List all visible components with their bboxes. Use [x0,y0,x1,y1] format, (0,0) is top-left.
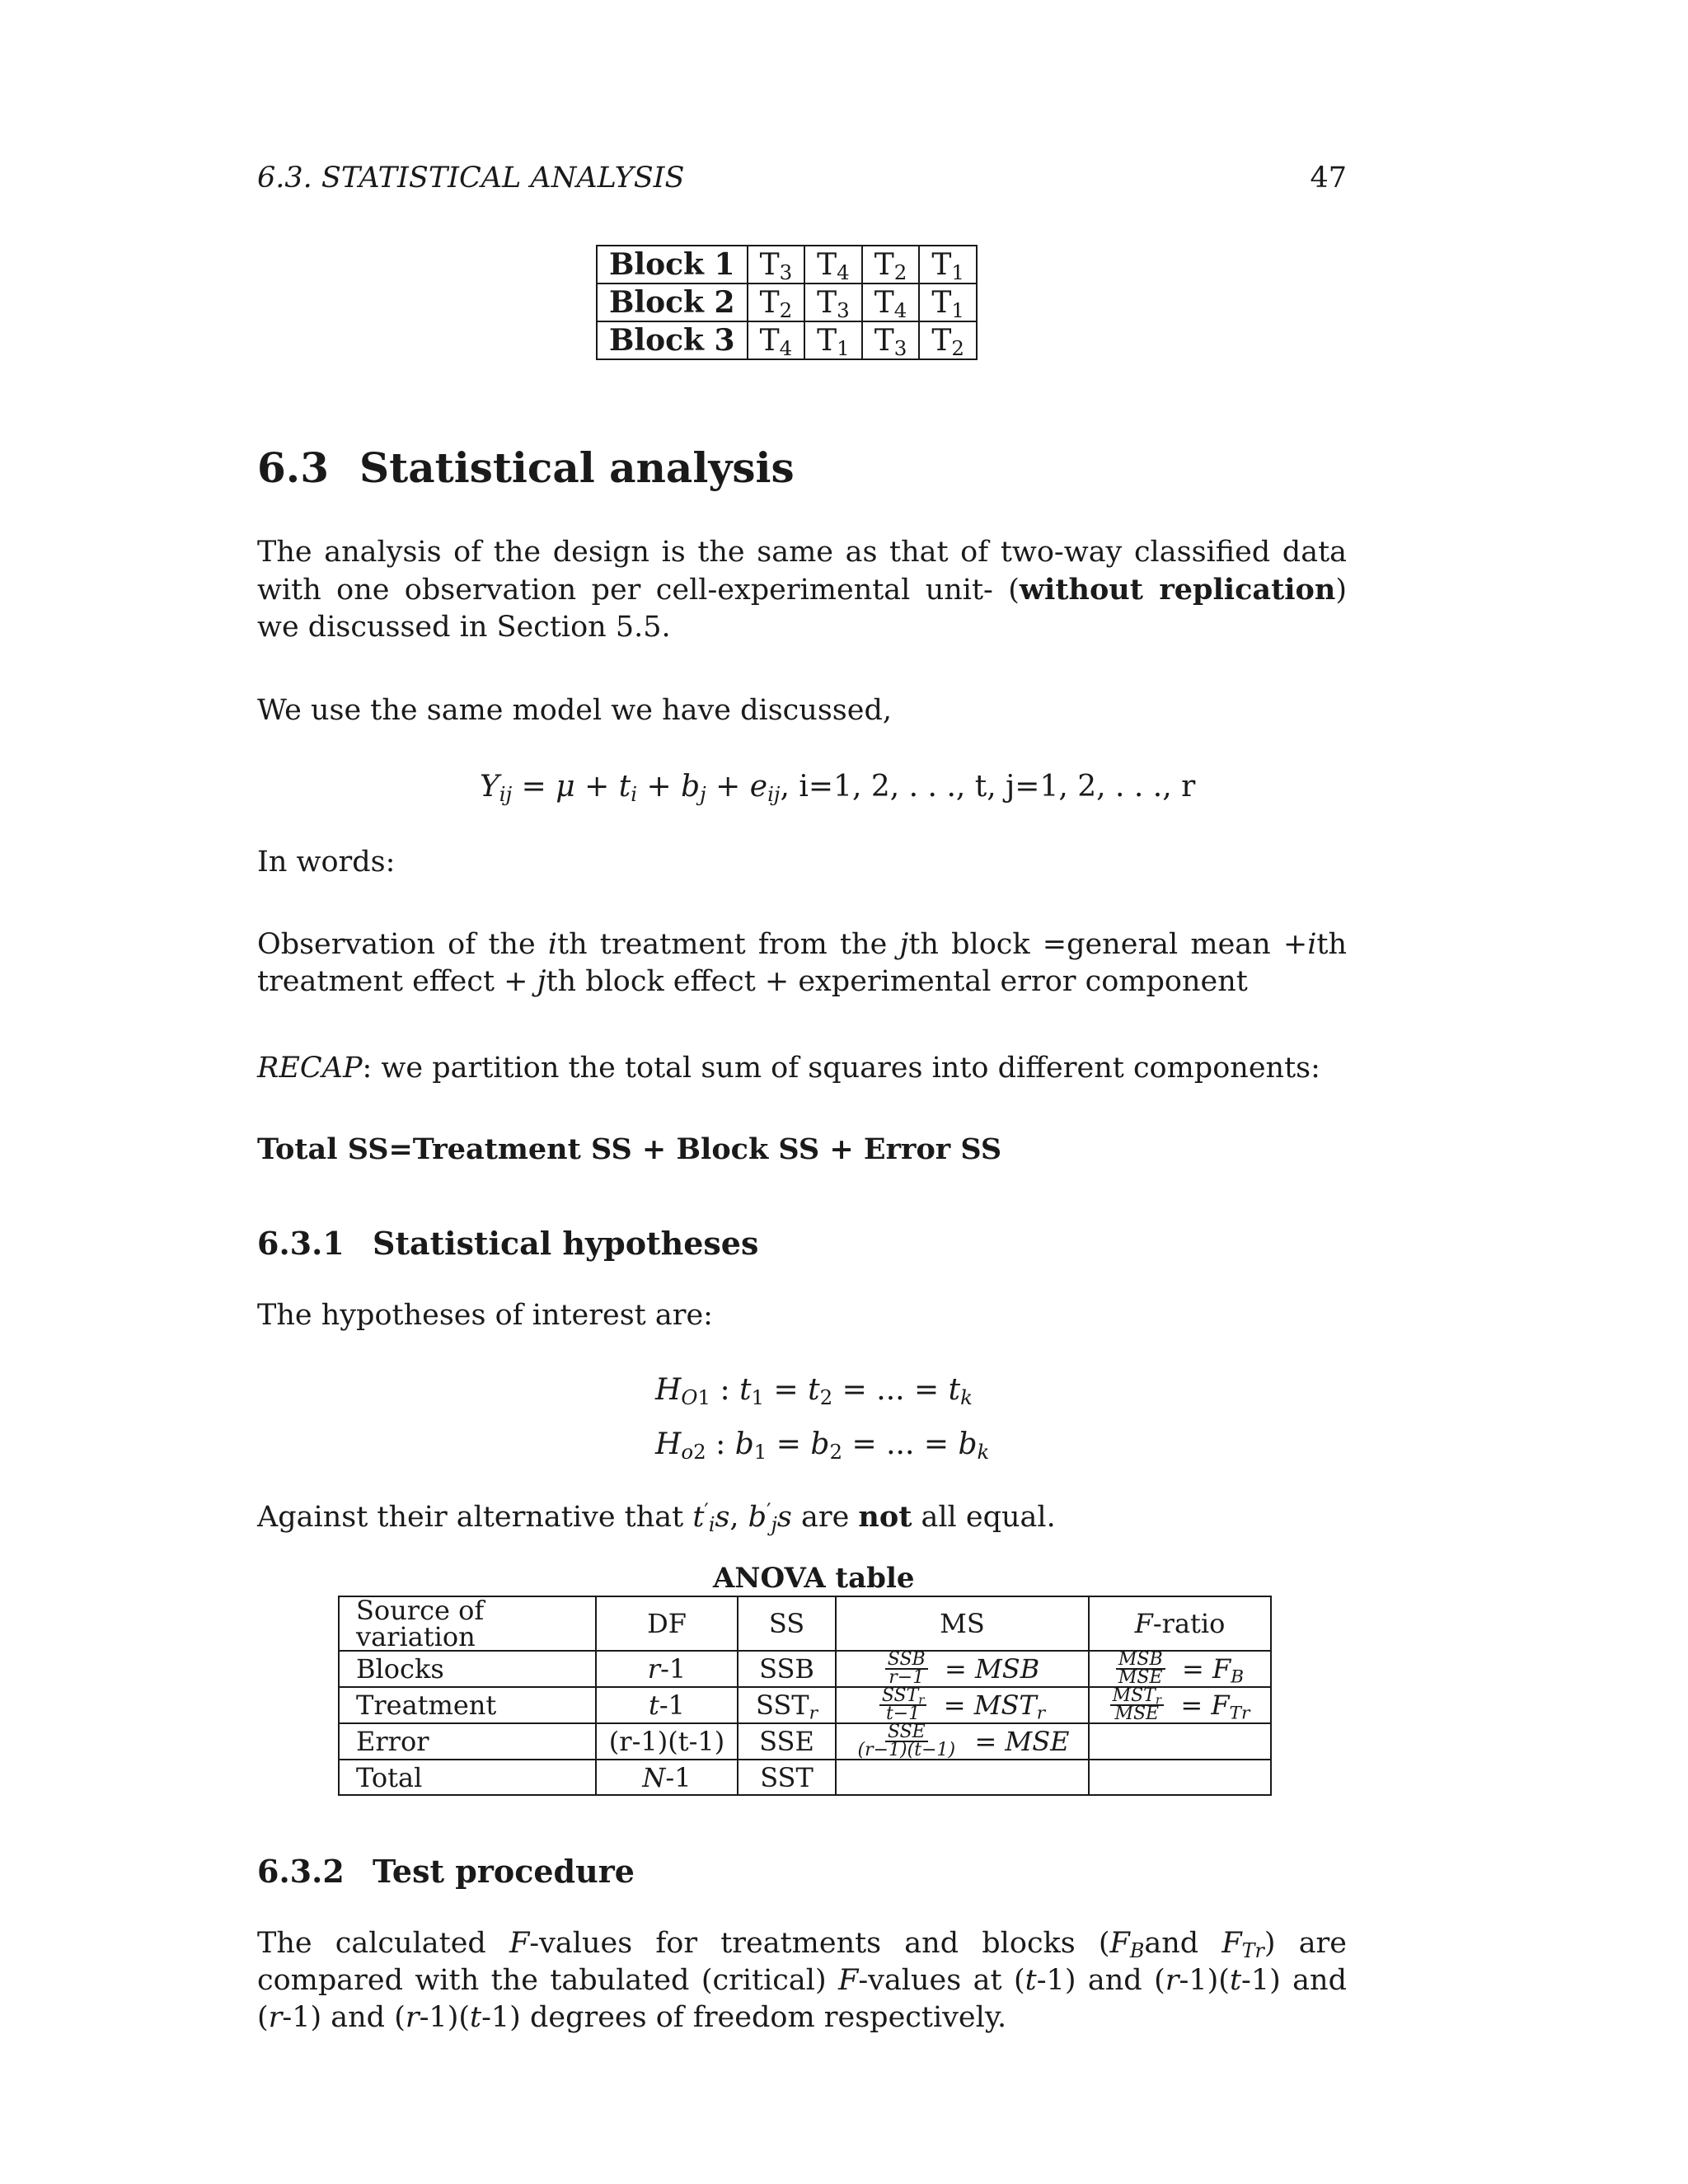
hypothesis-blocks: $H_{o2}$ : $b_1 = b_2$ = ... = $b_k$ [655,1427,990,1465]
subsection-title: Test procedure [373,1853,635,1890]
test-procedure-paragraph: The calculated F-values for treatments and blocks ($F_Band$ $F_{Tr}$) are compared with the tabulated (critical) F-values at (t-1) and (r-1)(t-1) and (r-1) and (r-1)(t-1) degrees of freedom respectively. [257,1927,1348,2034]
treatment-cell: $T_4$ [748,321,805,359]
f-ratio-cell [1089,1760,1271,1795]
table-row [339,1687,1271,1723]
treatment-cell: $T_4$ [804,246,862,284]
source-cell: Error [339,1723,596,1760]
column-header: F-ratio [1089,1596,1271,1651]
table-row [597,246,977,284]
treatment-cell: $T_1$ [919,284,977,321]
source-cell: Blocks [339,1651,596,1687]
total-ss-equation: Total SS=Treatment SS + Block SS + Error SS [257,1132,1002,1166]
subsection-heading [257,1853,635,1890]
ss-cell: SST [738,1760,836,1795]
page-number: 47 [1310,162,1347,194]
f-ratio-cell: $\frac{\text{MSB}}{\text{MSE}}$ = $F_B$ [1089,1651,1271,1687]
in-words-label: In words: [257,846,396,879]
df-cell: r-1 [596,1651,738,1687]
treatment-cell: $T_2$ [919,321,977,359]
source-cell: Treatment [339,1687,596,1723]
model-equation: $Y_{ij} = \mu + t_i + b_j + e_{ij}$, i=1, 2, . . ., t, j=1, 2, . . ., r [480,770,1196,807]
section-title: Statistical analysis [359,443,795,492]
running-header [257,162,1347,203]
ms-cell [836,1760,1089,1795]
ss-cell: SSE [738,1723,836,1760]
ss-cell: SSB [738,1651,836,1687]
f-ratio-cell [1089,1723,1271,1760]
treatment-cell: $T_2$ [748,284,805,321]
df-cell: t-1 [596,1687,738,1723]
in-words-paragraph: Observation of the ith treatment from the jth block =general mean +ith treatment effect + jth block effect + experimental error component [257,928,1347,998]
table-row [339,1760,1271,1795]
table-row [597,284,977,321]
subsection-heading [257,1225,758,1262]
section-heading [257,443,795,492]
subsection-title: Statistical hypotheses [373,1225,759,1262]
ms-cell: $\frac{SST_r}{t-1}$ = $MST_r$ [836,1687,1089,1723]
treatment-cell: $T_3$ [804,284,862,321]
running-header-section: 6.3. STATISTICAL ANALYSIS [257,162,685,194]
block-label: Block 3 [597,321,748,359]
block-label: Block 1 [597,246,748,284]
section-number: 6.3 [257,443,329,492]
block-label: Block 2 [597,284,748,321]
block-layout-table [596,245,978,360]
table-row [597,321,977,359]
f-ratio-cell: $\frac{MST_r}{\text{MSE}}$ = $F_{Tr}$ [1089,1687,1271,1723]
hypothesis-treatments: $H_{O1}$ : $t_1 = t_2$ = ... = $t_k$ [655,1373,973,1410]
column-header: MS [836,1596,1089,1651]
treatment-cell: $T_4$ [862,284,920,321]
treatment-cell: $T_2$ [862,246,920,284]
table-row [339,1723,1271,1760]
column-header: SS [738,1596,836,1651]
anova-table-title: ANOVA table [713,1562,915,1595]
treatment-cell: $T_3$ [748,246,805,284]
ms-cell: $\frac{\text{SSB}}{r-1}$ = MSB [836,1651,1089,1687]
alternative-hypothesis: Against their alternative that $t'_is$, $b'_js$ are not all equal. [257,1499,1056,1536]
source-cell: Total [339,1760,596,1795]
column-header: DF [596,1596,738,1651]
ss-cell: $SST_r$ [738,1687,836,1723]
df-cell: (r-1)(t-1) [596,1723,738,1760]
table-row [339,1651,1271,1687]
df-cell: N-1 [596,1760,738,1795]
anova-table [338,1596,1272,1796]
intro-paragraph: The analysis of the design is the same as that of two-way classified data with one observation per cell-experimental unit- (without replication) we discussed in Section 5.5. [257,536,1347,644]
ms-cell: $\frac{\text{SSE}}{(r-1)(t-1)}$ = MSE [836,1723,1089,1760]
treatment-cell: $T_1$ [919,246,977,284]
subsection-number: 6.3.2 [257,1853,345,1890]
hypotheses-intro: The hypotheses of interest are: [257,1299,713,1332]
treatment-cell: $T_1$ [804,321,862,359]
subsection-number: 6.3.1 [257,1225,345,1262]
table-header-row [339,1596,1271,1651]
recap-paragraph: RECAP: we partition the total sum of squares into different components: [257,1052,1320,1085]
column-header: Source of variation [339,1596,596,1651]
model-intro-text: We use the same model we have discussed, [257,694,892,727]
treatment-cell: $T_3$ [862,321,920,359]
